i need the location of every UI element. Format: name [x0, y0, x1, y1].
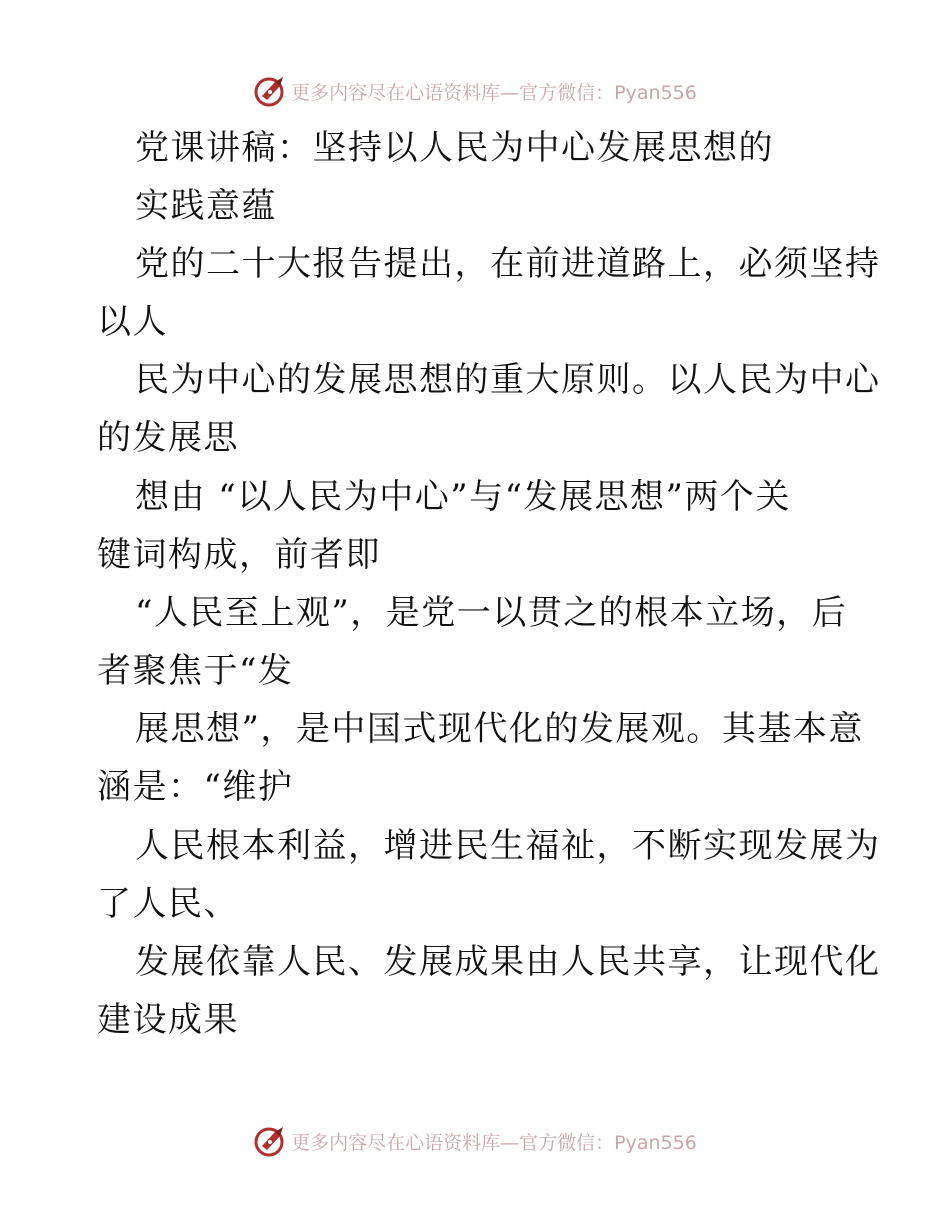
paragraph-line: 了人民、: [97, 884, 239, 924]
watermark-text: 更多内容尽在心语资料库—官方微信：: [291, 1131, 615, 1154]
title-line-2: 实践意蕴: [135, 186, 277, 226]
paragraph-line: 建设成果: [97, 1000, 239, 1040]
paragraph-line: 民为中心的发展思想的重大原则。以人民为中心: [135, 360, 881, 400]
paragraph-line: 想由 “以人民为中心”与“发展思想”两个关: [135, 477, 791, 517]
paragraph-line: 涵是：“维护: [97, 767, 294, 807]
paragraph-line: 的发展思: [97, 418, 239, 458]
paragraph-line: 展思想”，是中国式现代化的发展观。其基本意: [135, 709, 864, 749]
paragraph-line: 发展依靠人民、发展成果由人民共享，让现代化: [135, 942, 881, 982]
pen-nib-logo-icon: [253, 74, 287, 108]
paragraph-line: 键词构成，前者即: [97, 535, 381, 575]
paragraph-line: 人民根本利益，增进民生福祉，不断实现发展为: [135, 826, 881, 866]
title-line-1: 党课讲稿：坚持以人民为中心发展思想的: [135, 128, 774, 168]
header-watermark: [0, 71, 950, 111]
paragraph-line: “人民至上观”，是党一以贯之的根本立场，后: [135, 593, 848, 633]
watermark-text: 更多内容尽在心语资料库—官方微信：: [291, 81, 615, 104]
paragraph-line: 党的二十大报告提出，在前进道路上，必须坚持: [135, 244, 881, 284]
watermark-handle: Pyan556: [614, 81, 697, 104]
watermark-handle: Pyan556: [614, 1131, 697, 1154]
paragraph-line: 者聚焦于“发: [97, 651, 294, 691]
paragraph-line: 以人: [97, 302, 168, 342]
pen-nib-logo-icon: [253, 1124, 287, 1158]
footer-watermark: [0, 1121, 950, 1161]
